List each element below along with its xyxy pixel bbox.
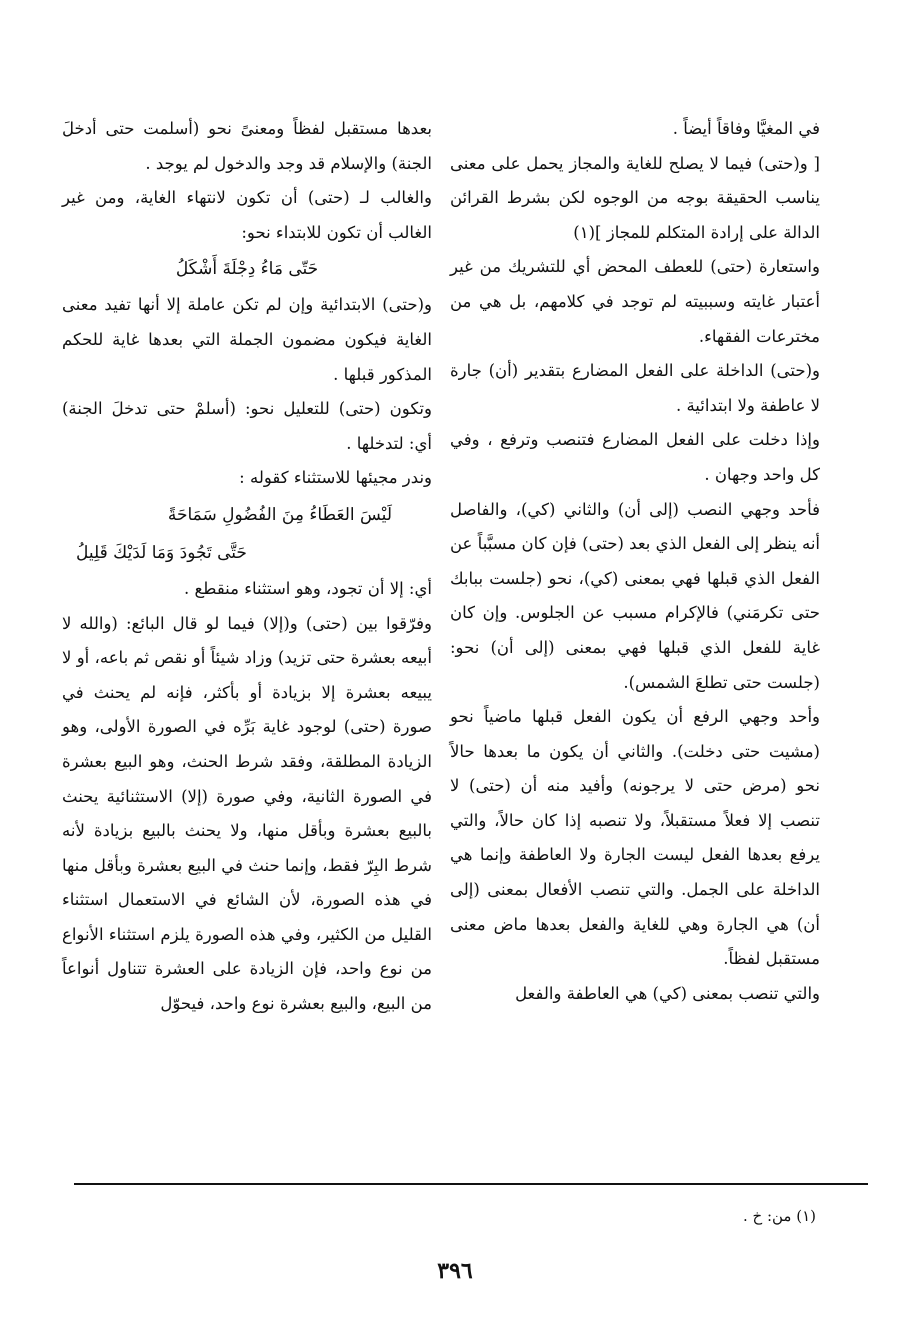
paragraph: فأحد وجهي النصب (إلى أن) والثاني (كي)، والفاصل أنه ينظر إلى الفعل الذي بعد (حتى) فإن كان مسبَّباً عن الفعل الذي قبلها فهي بمعنى (كي)، نحو (جلست ببابك حتى تكرمَني) فالإكرام مسبب عن الجلوس. وإن كان غاية للفعل الذي قبلها فهي بمعنى (إلى أن) نحو: (جلست حتى تطلعَ الشمس). [450,499,820,692]
paragraph: وندر مجيئها للاستثناء كقوله : [239,468,432,488]
paragraph: [ و(حتى) فيما لا يصلح للغاية والمجاز يحمل على معنى يناسب الحقيقة بوجه من الوجوه لكن بشرط القرائن الدالة على إرادة المتكلم للمجاز ](١) [450,153,820,242]
paragraph: و(حتى) الداخلة على الفعل المضارع بتقدير (أن) جارة لا عاطفة ولا ابتدائية . [450,361,820,415]
footnote-divider [74,1183,868,1185]
paragraph: وإذا دخلت على الفعل المضارع فتنصب وترفع ، وفي كل واحد وجهان . [450,430,820,484]
paragraph: وتكون (حتى) للتعليل نحو: (أسلمْ حتى تدخلَ الجنة) أي: لتدخلها . [62,399,432,453]
paragraph: أي: إلا أن تجود، وهو استثناء منقطع . [184,578,432,598]
verse-first-hemistich: لَيْسَ العَطَاءُ مِنَ الفُضُولِ سَمَاحَةً [167,504,392,525]
page-number: ٣٩٦ [437,1258,473,1284]
left-text-column [62,112,432,1022]
poetry-couplet [62,496,432,572]
paragraph: والتي تنصب بمعنى (كي) هي العاطفة والفعل [515,983,820,1003]
paragraph: واستعارة (حتى) للعطف المحض أي للتشريك من غير أعتبار غايته وسببيته لم توجد في كلامهم، بل هي من مخترعات الفقهاء. [450,257,820,346]
right-text-column [450,112,820,1011]
footnote: (١) من: خ . [742,1207,816,1225]
verse-second-hemistich: حَتَّى تَجُودَ وَمَا لَدَيْكَ قَلِيلُ [76,542,247,563]
paragraph: بعدها مستقبل لفظاً ومعنىً نحو (أسلمت حتى أدخلَ الجنة) والإسلام قد وجد والدخول لم يوجد . [62,119,432,173]
paragraph: في المغيَّا وفاقاً أيضاً . [672,119,820,138]
paragraph: وأحد وجهي الرفع أن يكون الفعل قبلها ماضياً نحو (مشيت حتى دخلت). والثاني أن يكون ما بعدها حالاً نحو (مرض حتى لا يرجونه) وأفيد منه أن (حتى) لا تنصب إلا فعلاً مستقبلاً، ولا تنصبه إذا كان حالاً، والتي يرفع بعدها الفعل ليست الجارة ولا العاطفة وإنما هي الداخلة على الجمل. والتي تنصب الأفعال بمعنى (إلى أن) هي الجارة وهي للغاية والفعل بعدها ماض معنى مستقبل لفظاً. [450,707,820,969]
paragraph: والغالب لـ (حتى) أن تكون لانتهاء الغاية، ومن غير الغالب أن تكون للابتداء نحو: [62,188,432,242]
verse-line: حَتّى مَاءُ دِجْلَةَ أَشْكَلُ [175,259,319,280]
paragraph: و(حتى) الابتدائية وإن لم تكن عاملة إلا أنها تفيد معنى الغاية فيكون مضمون الجملة التي بعدها غاية للحكم المذكور قبلها . [62,295,432,384]
paragraph: وفرّقوا بين (حتى) و(إلا) فيما لو قال البائع: (والله لا أبيعه بعشرة حتى تزيد) وزاد شيئاً أو نقص ثم باعه، أو لا يبيعه بعشرة إلا بزيادة أو بأكثر، فإنه لم يحنث في صورة (حتى) لوجود غاية بَرِّه في الصورة الأولى، وهو الزيادة المطلقة، وفقد شرط الحنث، وهو البيع بعشرة في الصورة الثانية، وفي صورة (إلا) الاستثنائية يحنث بالبيع بعشرة وبأقل منها، ولا يحنث بالبيع بزيادة لأنه شرط البِرّ فقط، وإنما حنث في البيع بعشرة وبأقل منها في هذه الصورة، لأن الشائع في الاستعمال استثناء القليل من الكثير، وفي هذه الصورة يلزم استثناء الأنواع من نوع واحد، فإن الزيادة على العشرة تتناول أنواعاً من البيع، والبيع بعشرة نوع واحد، فيحوّل [62,613,432,1014]
